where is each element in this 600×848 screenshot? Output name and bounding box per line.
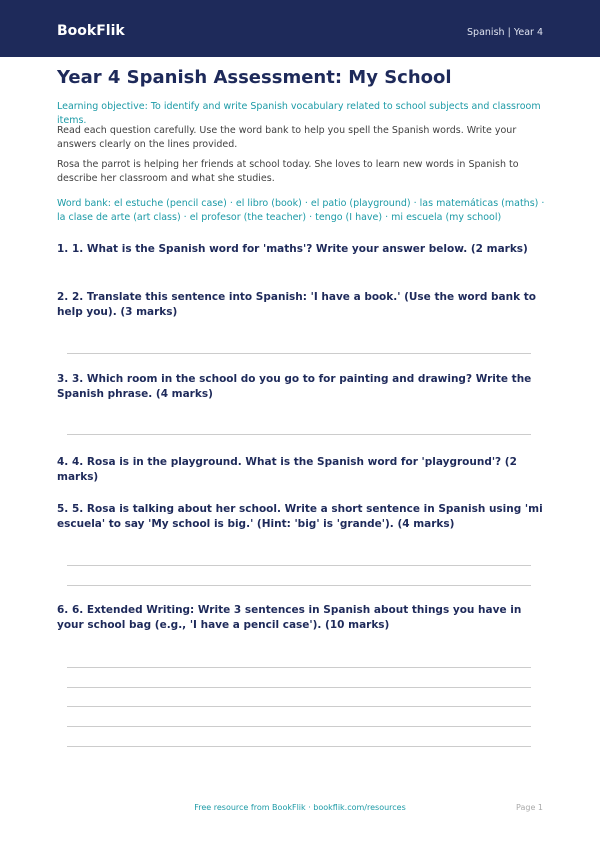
question-4: 4. 4. Rosa is in the playground. What is the Spanish word for 'playground'? (2 marks) — [57, 456, 517, 483]
header-year: Year 4 — [513, 27, 543, 38]
instructions: Read each question carefully. Use the word bank to help you spell the Spanish words. Write your answers clearly on the lines provided. — [57, 125, 517, 150]
question-1: 1. 1. What is the Spanish word for 'maths'? Write your answer below. (2 marks) — [57, 243, 528, 255]
page-number: Page 1 — [516, 803, 543, 812]
answer-line[interactable] — [67, 726, 531, 727]
header-meta — [467, 27, 543, 39]
question-3: 3. 3. Which room in the school do you go to for painting and drawing? Write the Spanish phrase. (4 marks) — [57, 373, 532, 400]
answer-line[interactable] — [67, 746, 531, 747]
question-2: 2. 2. Translate this sentence into Spanish: 'I have a book.' (Use the word bank to help you). (3 marks) — [57, 291, 536, 318]
answer-line[interactable] — [67, 667, 531, 668]
answer-line[interactable] — [67, 353, 531, 354]
page-title: Year 4 Spanish Assessment: My School — [57, 67, 452, 88]
footer-text: Free resource from BookFlik · bookflik.com/resources — [194, 803, 406, 812]
header-separator: | — [507, 27, 511, 38]
word-bank: Word bank: el estuche (pencil case) · el libro (book) · el patio (playground) · las matemáticas (maths) · la clase de arte (art class) · el profesor (the teacher) · tengo (I have) · mi escuela (my school) — [57, 198, 545, 223]
intro-paragraph: Rosa the parrot is helping her friends at school today. She loves to learn new words in Spanish to describe her classroom and what she studies. — [57, 159, 519, 184]
header-subject: Spanish — [467, 27, 505, 38]
page-header — [0, 0, 600, 57]
answer-line[interactable] — [67, 706, 531, 707]
answer-line[interactable] — [67, 434, 531, 435]
learning-objective: Learning objective: To identify and write Spanish vocabulary related to school subjects and classroom items. — [57, 101, 541, 126]
answer-line[interactable] — [67, 687, 531, 688]
question-6: 6. 6. Extended Writing: Write 3 sentences in Spanish about things you have in your school bag (e.g., 'I have a pencil case'). (10 marks) — [57, 604, 522, 631]
answer-line[interactable] — [67, 565, 531, 566]
question-5: 5. 5. Rosa is talking about her school. Write a short sentence in Spanish using 'mi escuela' to say 'My school is big.' (Hint: 'big' is 'grande'). (4 marks) — [57, 503, 543, 530]
brand-logo: BookFlik — [57, 23, 125, 39]
answer-line[interactable] — [67, 585, 531, 586]
